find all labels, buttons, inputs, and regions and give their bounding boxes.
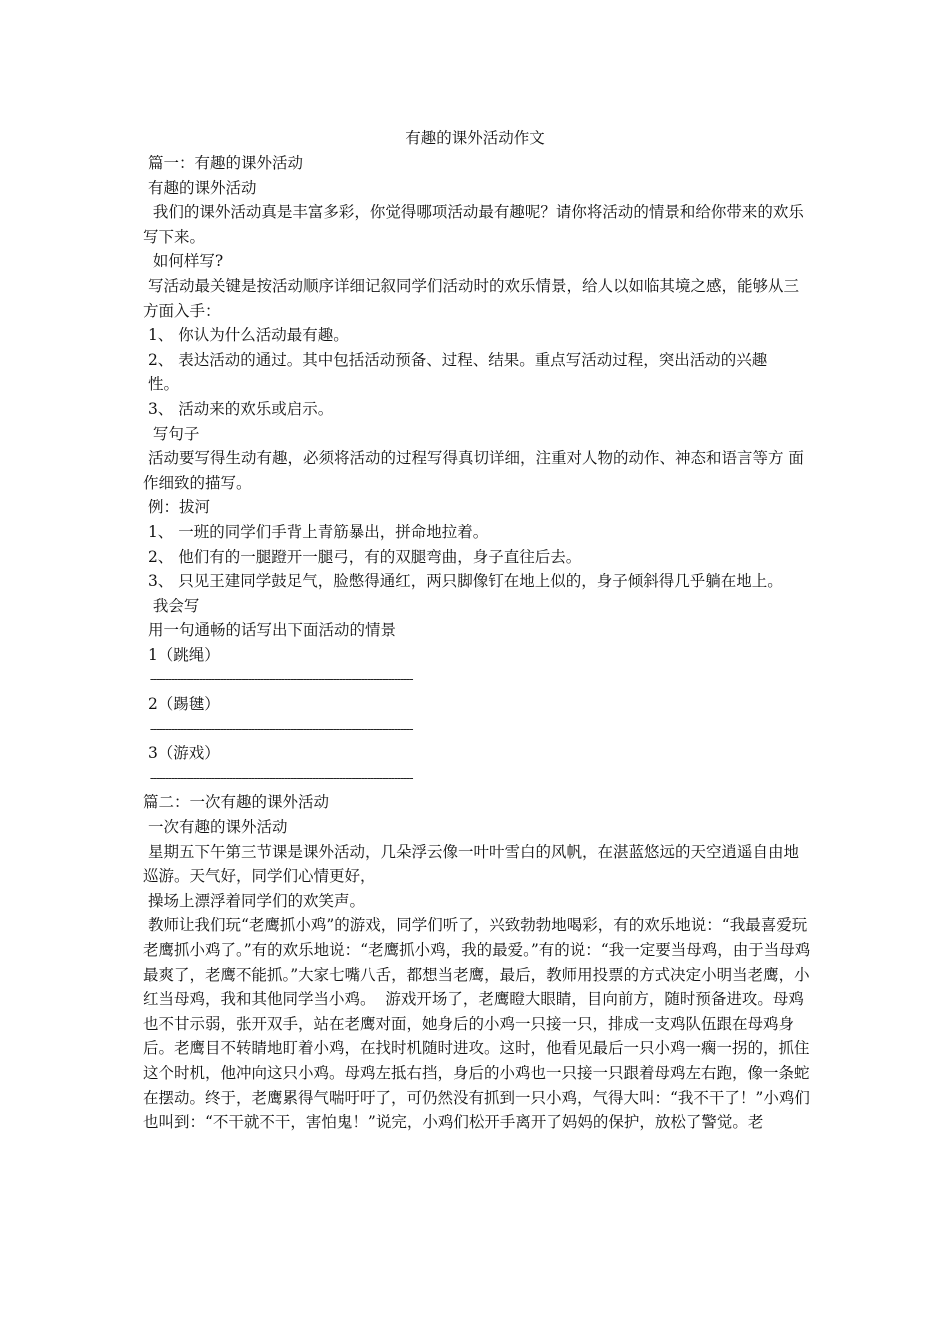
subheading: 如何样写? [143,252,224,271]
section-heading: 篇一：有趣的课外活动 [143,154,303,172]
paragraph: 教师让我们玩“老鹰抓小鸡”的游戏，同学们听了，兴致勃勃地喝彩，有的欢乐地说：“我最喜爱玩老鹰抓小鸡了。”有的欢乐地说：“老鹰抓小鸡，我的最爱。”有的说：“我一定要当母鸡，由于当母鸡最爽了，老鹰不能抓。”大家七嘴八舌，都想当老鹰，最后，教师用投票的方式决定小明当老鹰，小红当母鸡，我和其他同学当小鸡。 游戏开场了，老鹰瞪大眼睛，目向前方，随时预备进攻。母鸡也不甘示弱，张开双手，站在老鹰对面，她身后的小鸡一只接一只，排成一支鸡队伍跟在母鸡身后。老鹰目不转睛地盯着小鸡，在找时机随时进攻。这时，他看见最后一只小鸡一瘸一拐的，抓住这个时机，他冲向这只小鸡。母鸡左抵右挡，身后的小鸡也一只接一只跟着母鸡左右跑，像一条蛇在摆动。终于，老鹰累得气喘吁吁了，可仍然没有抓到一只小鸡，气得大叫：“我不干了！”小鸡们也叫到：“不干就不干，害怕鬼！”说完，小鸡们松开手离开了妈妈的保护，放松了警觉。老 [143,916,811,1132]
paragraph: 我们的课外活动真是丰富多彩，你觉得哪项活动最有趣呢？请你将活动的情景和给你带来的欢乐写下来。 [143,203,804,246]
section-heading: 篇二：一次有趣的课外活动 [143,793,330,812]
exercise-item: 1（跳绳） [143,645,220,664]
list-item: 3、 活动来的欢乐或启示。 [143,399,334,418]
document-body [143,151,813,1135]
answer-line: -------------------------------------------------------------------------------------- [147,721,413,736]
subheading: 一次有趣的课外活动 [143,818,288,837]
subheading: 我会写 [143,596,200,615]
exercise-item: 2（踢毽） [143,695,220,714]
paragraph: 星期五下午第三节课是课外活动，几朵浮云像一叶叶雪白的风帆，在湛蓝悠远的天空逍遥自由地巡游。天气好，同学们心情更好， [143,842,799,886]
paragraph: 写活动最关键是按活动顺序详细记叙同学们活动时的欢乐情景，给人以如临其境之感，能够从三方面入手： [143,276,799,320]
document-title: 有趣的课外活动作文 [405,129,545,147]
list-item: 2、 他们有的一腿蹬开一腿弓，有的双腿弯曲，身子直往后去。 [143,547,582,566]
paragraph: 活动要写得生动有趣，必须将活动的过程写得真切详细，注重对人物的动作、神态和语言等方 面作细致的描写。 [143,449,804,492]
list-item: 1、 你认为什么活动最有趣。 [143,326,349,345]
exercise-item: 3（游戏） [143,744,220,763]
list-item-continuation: 性。 [143,375,179,394]
list-item: 2、 表达活动的通过。其中包括活动预备、过程、结果。重点写活动过程，突出活动的兴趣 [143,350,768,369]
subheading: 写句子 [143,424,200,443]
paragraph: 操场上漂浮着同学们的欢笑声。 [143,891,365,910]
example-heading: 例：拔河 [143,498,210,517]
answer-line: -------------------------------------------------------------------------------------- [147,770,413,785]
answer-line: -------------------------------------------------------------------------------------- [147,672,413,687]
paragraph: 用一句通畅的话写出下面活动的情景 [143,621,396,640]
subheading: 有趣的课外活动 [143,178,257,197]
list-item: 3、 只见王建同学鼓足气，脸憋得通红，两只脚像钉在地上似的，身子倾斜得几乎躺在地上。 [143,572,783,591]
list-item: 1、 一班的同学们手背上青筋暴出，拼命地拉着。 [143,522,489,541]
